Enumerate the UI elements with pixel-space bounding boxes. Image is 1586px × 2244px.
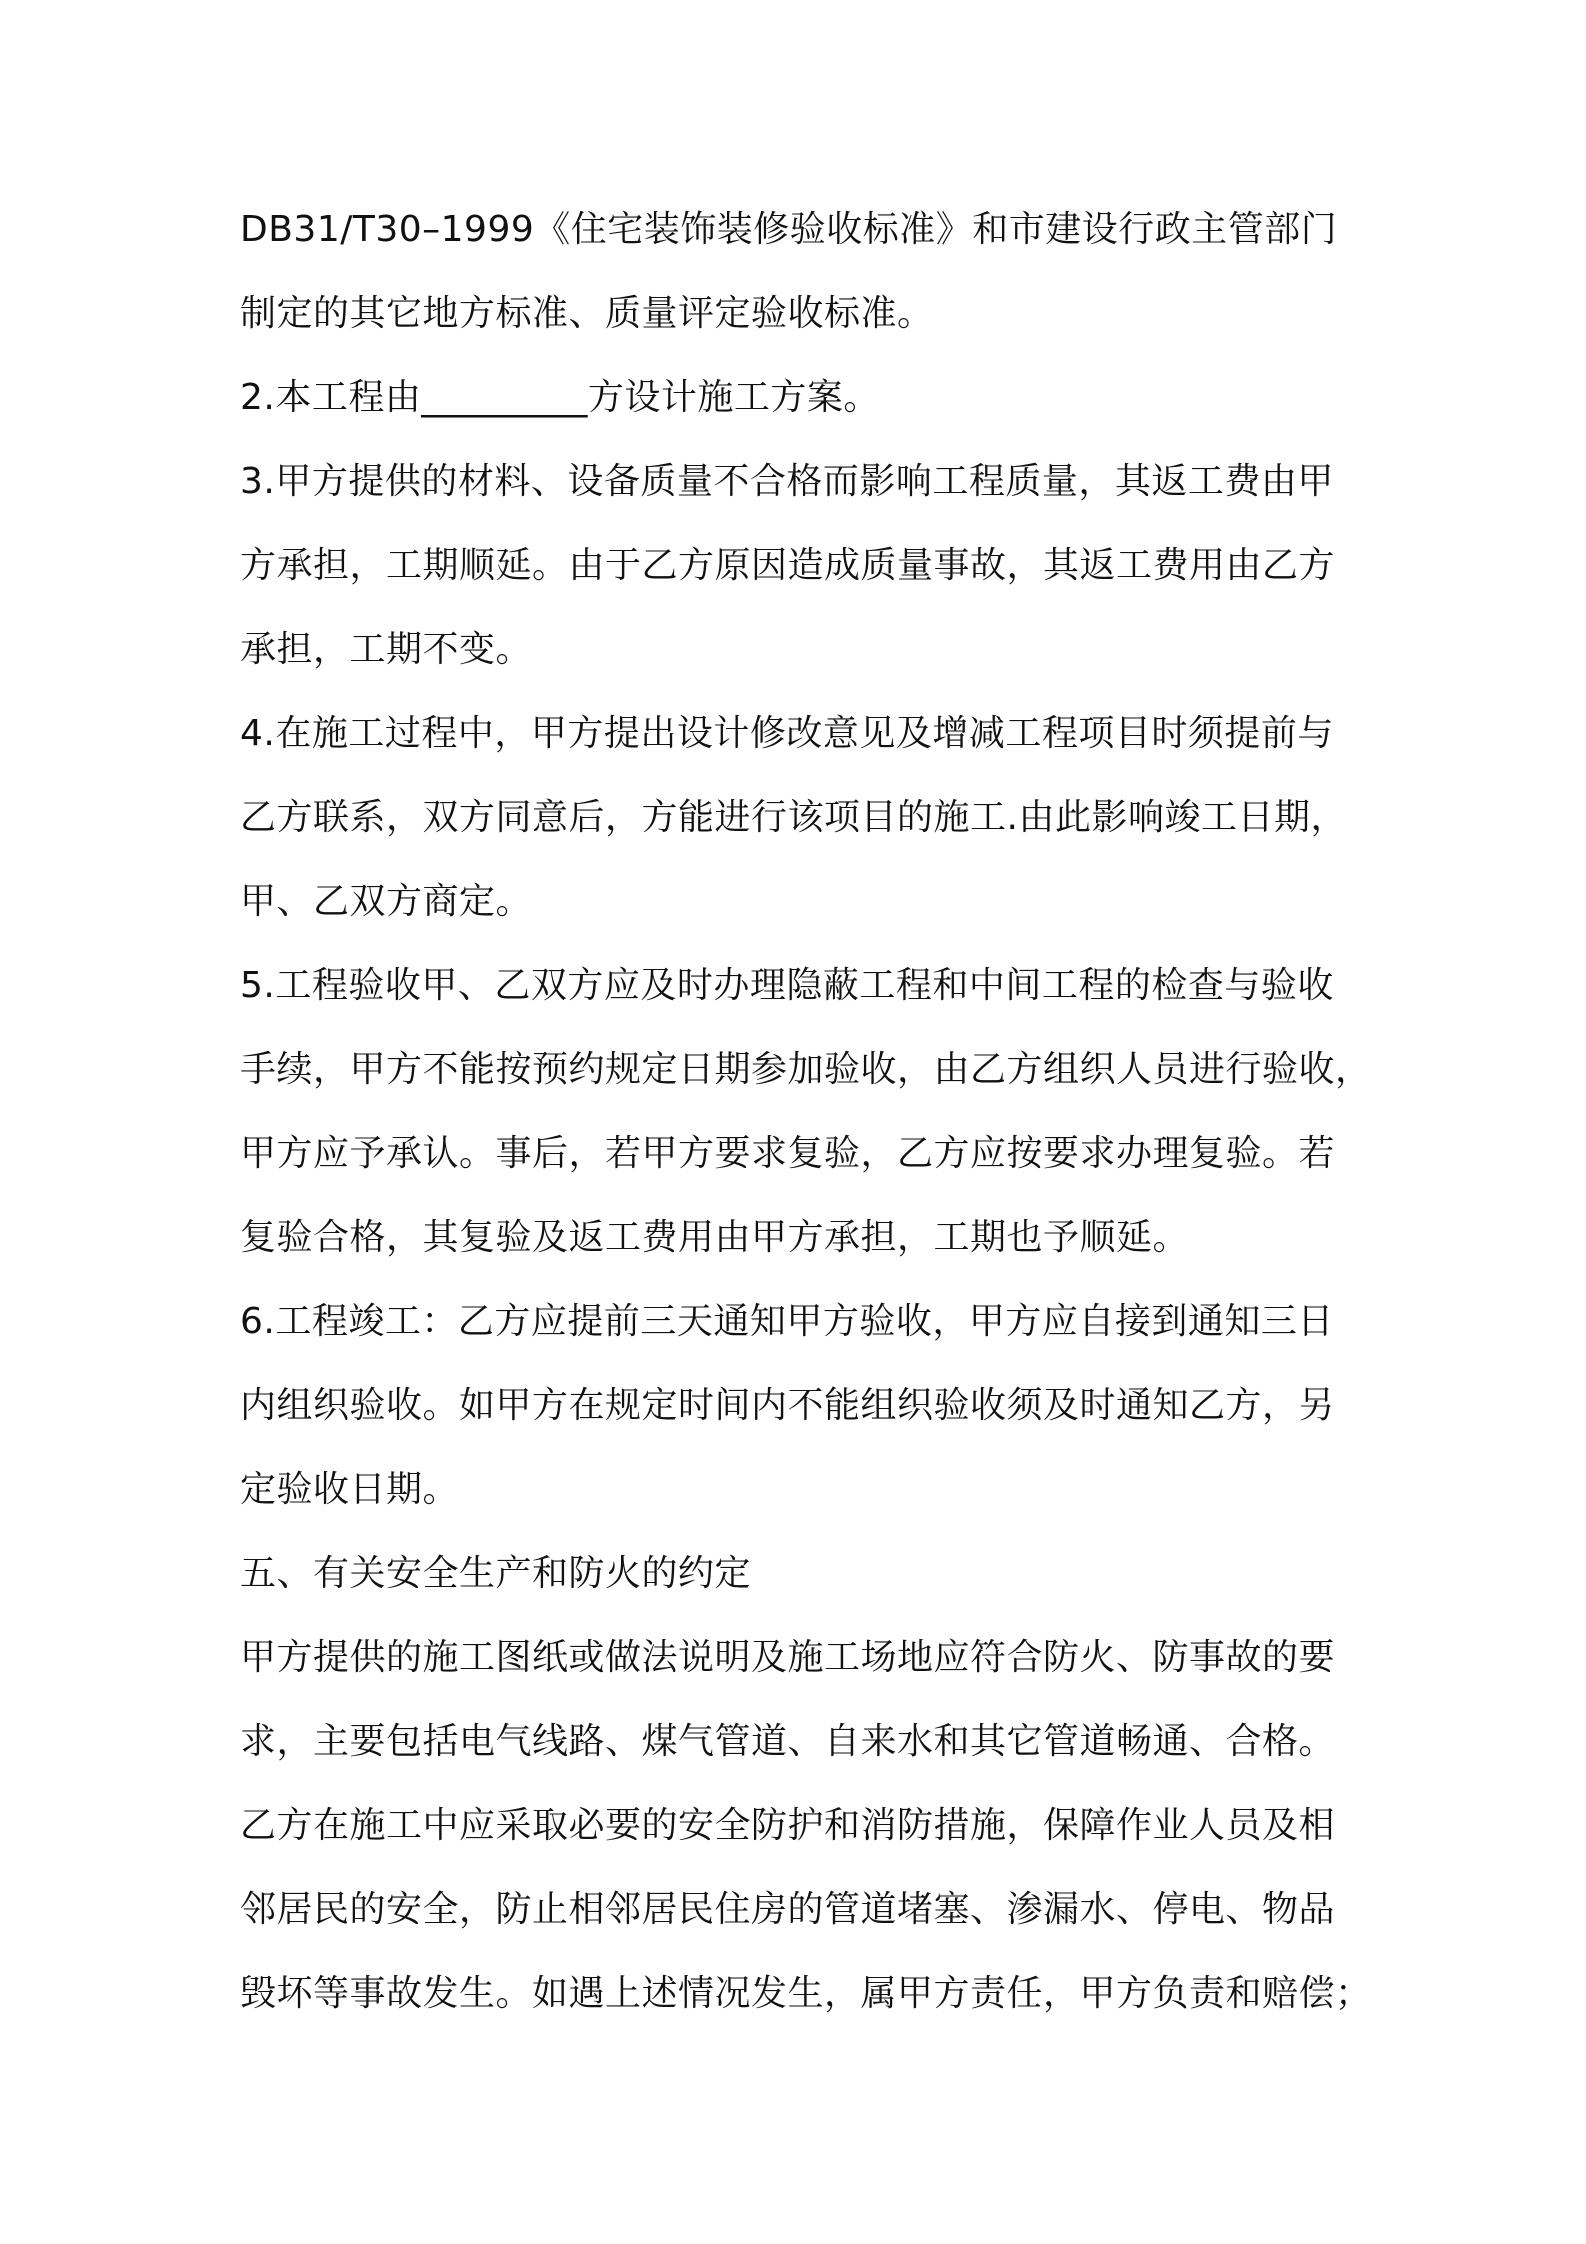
safety-line-4: 邻居民的安全，防止相邻居民住房的管道堵塞、渗漏水、停电、物品 [240, 1889, 1336, 1930]
clause-6-line-3: 定验收日期。 [240, 1469, 460, 1510]
section-5-heading: 五、有关安全生产和防火的约定 [240, 1553, 752, 1594]
clause-2-line-1: 2.本工程由_________方设计施工方案。 [240, 377, 880, 418]
clause-4-line-1: 4.在施工过程中，甲方提出设计修改意见及增减工程项目时须提前与 [240, 713, 1334, 754]
clause-3-line-3: 承担，工期不变。 [240, 629, 533, 670]
clause-3-line-1: 3.甲方提供的材料、设备质量不合格而影响工程质量，其返工费由甲 [240, 461, 1334, 502]
safety-line-2: 求，主要包括电气线路、煤气管道、自来水和其它管道畅通、合格。 [240, 1721, 1336, 1762]
clause-3-line-2: 方承担，工期顺延。由于乙方原因造成质量事故，其返工费用由乙方 [240, 545, 1336, 586]
clause-4-line-2: 乙方联系，双方同意后，方能进行该项目的施工.由此影响竣工日期， [240, 797, 1347, 838]
clause-6-line-1: 6.工程竣工：乙方应提前三天通知甲方验收，甲方应自接到通知三日 [240, 1301, 1334, 1342]
document-body [240, 188, 1372, 2036]
safety-line-3: 乙方在施工中应采取必要的安全防护和消防措施，保障作业人员及相 [240, 1805, 1336, 1846]
clause-5-line-4: 复验合格，其复验及返工费用由甲方承担，工期也予顺延。 [240, 1217, 1190, 1258]
text-line-2: 制定的其它地方标准、质量评定验收标准。 [240, 293, 934, 334]
text-line-1: DB31/T30–1999《住宅装饰装修验收标准》和市建设行政主管部门 [240, 209, 1338, 250]
clause-5-line-3: 甲方应予承认。事后，若甲方要求复验，乙方应按要求办理复验。若 [240, 1133, 1336, 1174]
safety-line-5: 毁坏等事故发生。如遇上述情况发生，属甲方责任，甲方负责和赔偿； [240, 1973, 1372, 2014]
clause-5-line-1: 5.工程验收甲、乙双方应及时办理隐蔽工程和中间工程的检查与验收 [240, 965, 1334, 1006]
clause-4-line-3: 甲、乙双方商定。 [240, 881, 533, 922]
clause-5-line-2: 手续，甲方不能按预约规定日期参加验收，由乙方组织人员进行验收， [240, 1049, 1372, 1090]
clause-6-line-2: 内组织验收。如甲方在规定时间内不能组织验收须及时通知乙方，另 [240, 1385, 1336, 1426]
safety-line-1: 甲方提供的施工图纸或做法说明及施工场地应符合防火、防事故的要 [240, 1637, 1336, 1678]
